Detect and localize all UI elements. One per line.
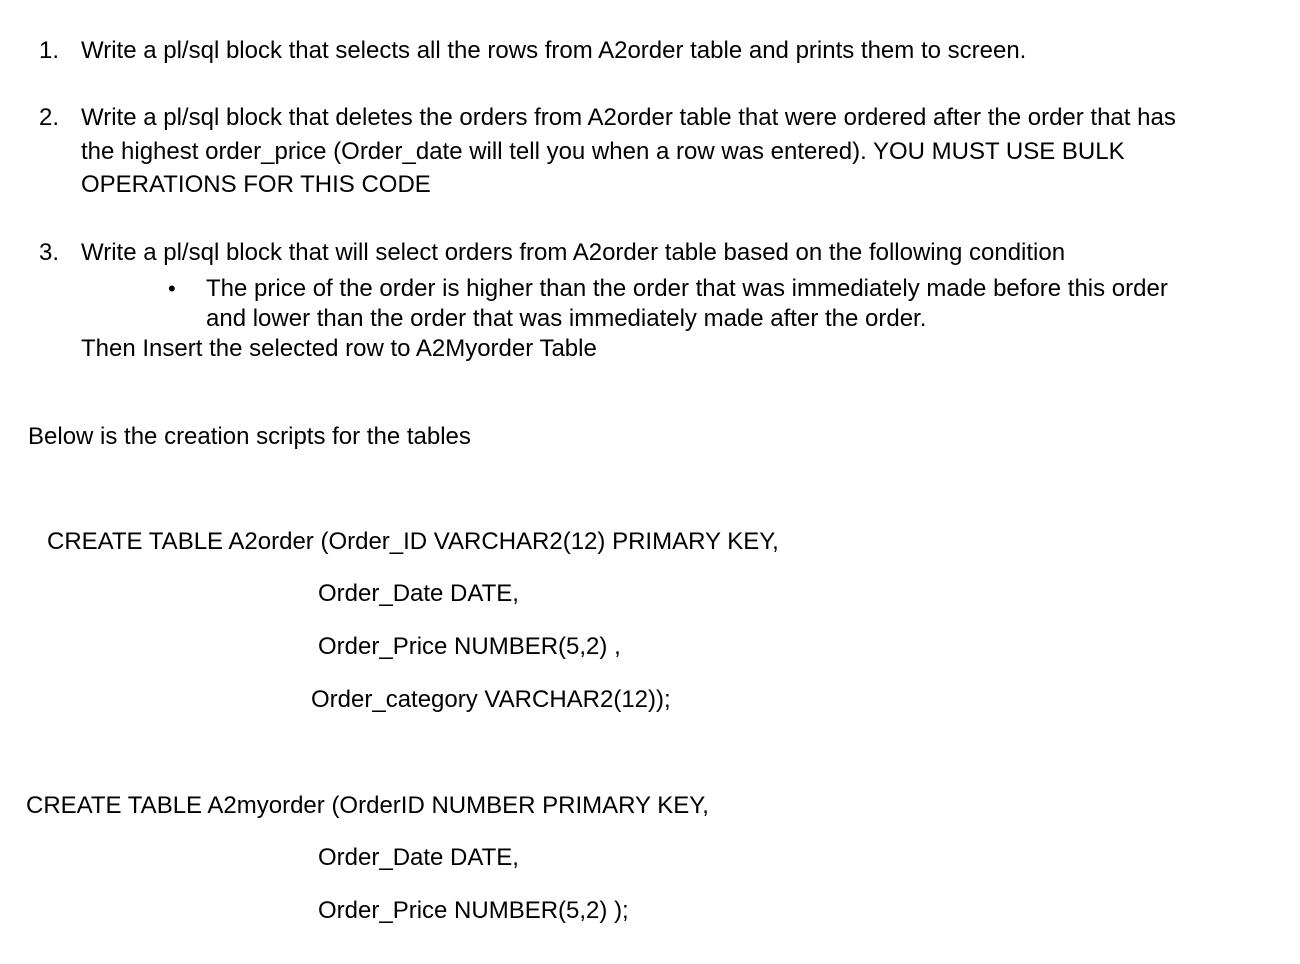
- table1-line-1: CREATE TABLE A2order (Order_ID VARCHAR2(12) PRIMARY KEY,: [47, 528, 779, 555]
- bullet-icon: •: [168, 276, 176, 301]
- table1-line-2: Order_Date DATE,: [318, 580, 519, 607]
- question-1-text: Write a pl/sql block that selects all the rows from A2order table and prints them to screen.: [81, 37, 1027, 64]
- question-3-bullet-line-1: The price of the order is higher than the order that was immediately made before this order: [206, 275, 1168, 302]
- question-2-line-2: the highest order_price (Order_date will tell you when a row was entered). YOU MUST USE BULK: [81, 138, 1125, 165]
- question-3-text: Write a pl/sql block that will select orders from A2order table based on the following condition: [81, 239, 1066, 266]
- question-2-line-1: Write a pl/sql block that deletes the orders from A2order table that were ordered after the order that has: [81, 104, 1176, 131]
- table2-line-1: CREATE TABLE A2myorder (OrderID NUMBER PRIMARY KEY,: [26, 792, 709, 819]
- table2-line-2: Order_Date DATE,: [318, 844, 519, 871]
- table2-line-3: Order_Price NUMBER(5,2) );: [318, 897, 629, 924]
- question-2-line-3: OPERATIONS FOR THIS CODE: [81, 171, 431, 198]
- table1-line-4: Order_category VARCHAR2(12));: [311, 686, 671, 713]
- question-1-number: 1.: [39, 37, 60, 64]
- question-3-bullet-line-2: and lower than the order that was immediately made after the order.: [206, 305, 927, 332]
- table1-line-3: Order_Price NUMBER(5,2) ,: [318, 633, 621, 660]
- question-3-after-text: Then Insert the selected row to A2Myorder Table: [81, 335, 597, 362]
- intro-text: Below is the creation scripts for the tables: [28, 423, 471, 450]
- question-3-number: 3.: [39, 239, 60, 266]
- question-2-number: 2.: [39, 104, 60, 131]
